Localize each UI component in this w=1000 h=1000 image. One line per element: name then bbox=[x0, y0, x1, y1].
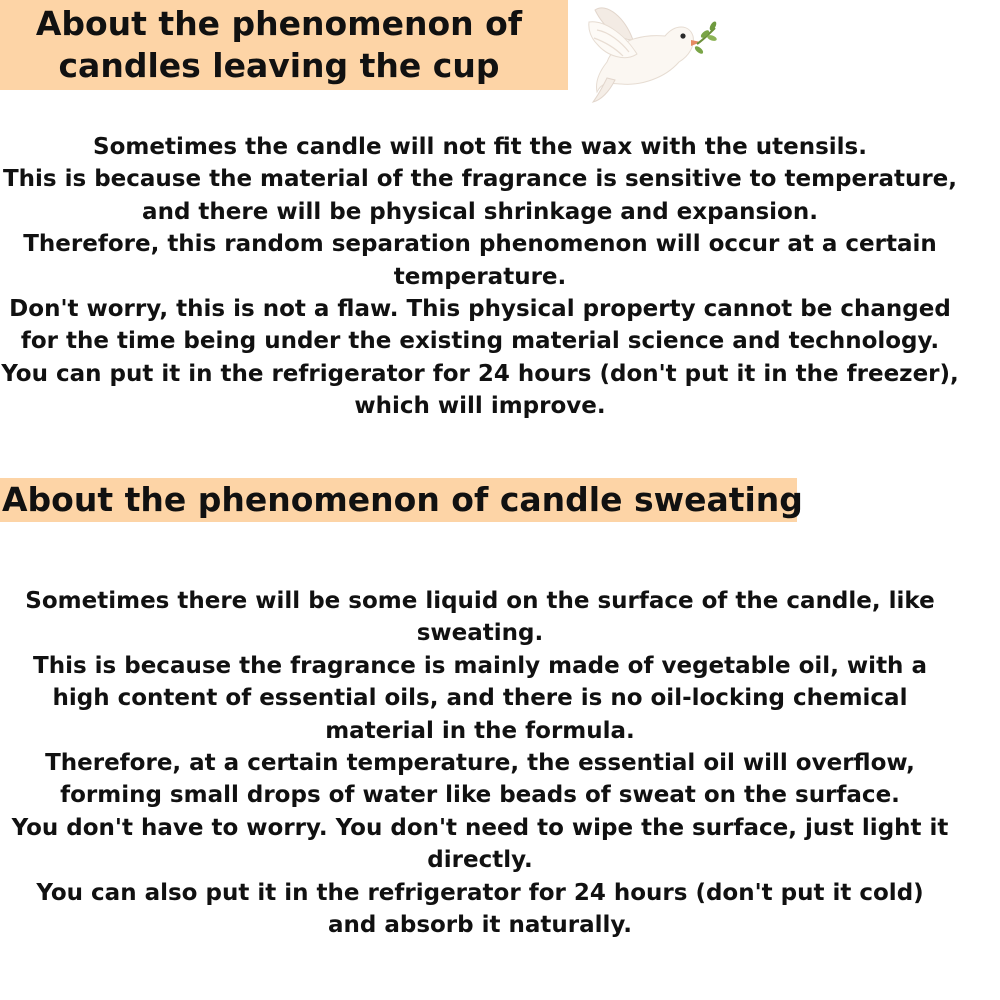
section-1-line: for the time being under the existing material science and technology. bbox=[20, 328, 940, 355]
section-2-line: forming small drops of water like beads of sweat on the surface. bbox=[60, 782, 900, 809]
section-1-line: which will improve. bbox=[354, 393, 606, 420]
section-2-line: and absorb it naturally. bbox=[327, 912, 633, 939]
section-2-line: Sometimes there will be some liquid on the surface of the candle, like bbox=[25, 588, 935, 614]
section-2-line: Therefore, at a certain temperature, the essential oil will overflow, bbox=[45, 750, 915, 777]
section-1-heading bbox=[0, 0, 568, 90]
section-1-line: Sometimes the candle will not fit the wax with the utensils. bbox=[93, 134, 867, 160]
section-2-line: directly. bbox=[427, 847, 533, 874]
section-2-line: You don't have to worry. You don't need to wipe the surface, just light it bbox=[11, 814, 949, 841]
section-2-heading: About the phenomenon of candle sweating bbox=[0, 478, 797, 522]
section-1-line: Therefore, this random separation phenomenon will occur at a certain bbox=[23, 231, 937, 258]
section-2-body bbox=[0, 585, 960, 941]
section-2-line: high content of essential oils, and there is no oil-locking chemical bbox=[52, 685, 908, 712]
dove-with-olive-branch-icon bbox=[585, 0, 720, 104]
section-2-line: You can also put it in the refrigerator for 24 hours (don't put it cold) bbox=[36, 879, 924, 906]
section-2-line: sweating. bbox=[416, 620, 544, 647]
section-2-line: This is because the fragrance is mainly made of vegetable oil, with a bbox=[33, 652, 927, 679]
section-1-heading-line-1: About the phenomenon of bbox=[35, 4, 523, 43]
section-1-line: You can put it in the refrigerator for 24 hours (don't put it in the freezer), bbox=[1, 360, 959, 387]
section-1-line: Don't worry, this is not a flaw. This physical property cannot be changed bbox=[9, 296, 951, 323]
section-1-line: This is because the material of the fragrance is sensitive to temperature, bbox=[2, 166, 958, 193]
section-1-heading-line-2: candles leaving the cup bbox=[58, 46, 500, 85]
section-2-line: material in the formula. bbox=[325, 717, 635, 744]
section-1-line: temperature. bbox=[393, 263, 567, 290]
section-1-line: and there will be physical shrinkage and expansion. bbox=[142, 198, 818, 225]
section-1-body bbox=[0, 131, 960, 423]
